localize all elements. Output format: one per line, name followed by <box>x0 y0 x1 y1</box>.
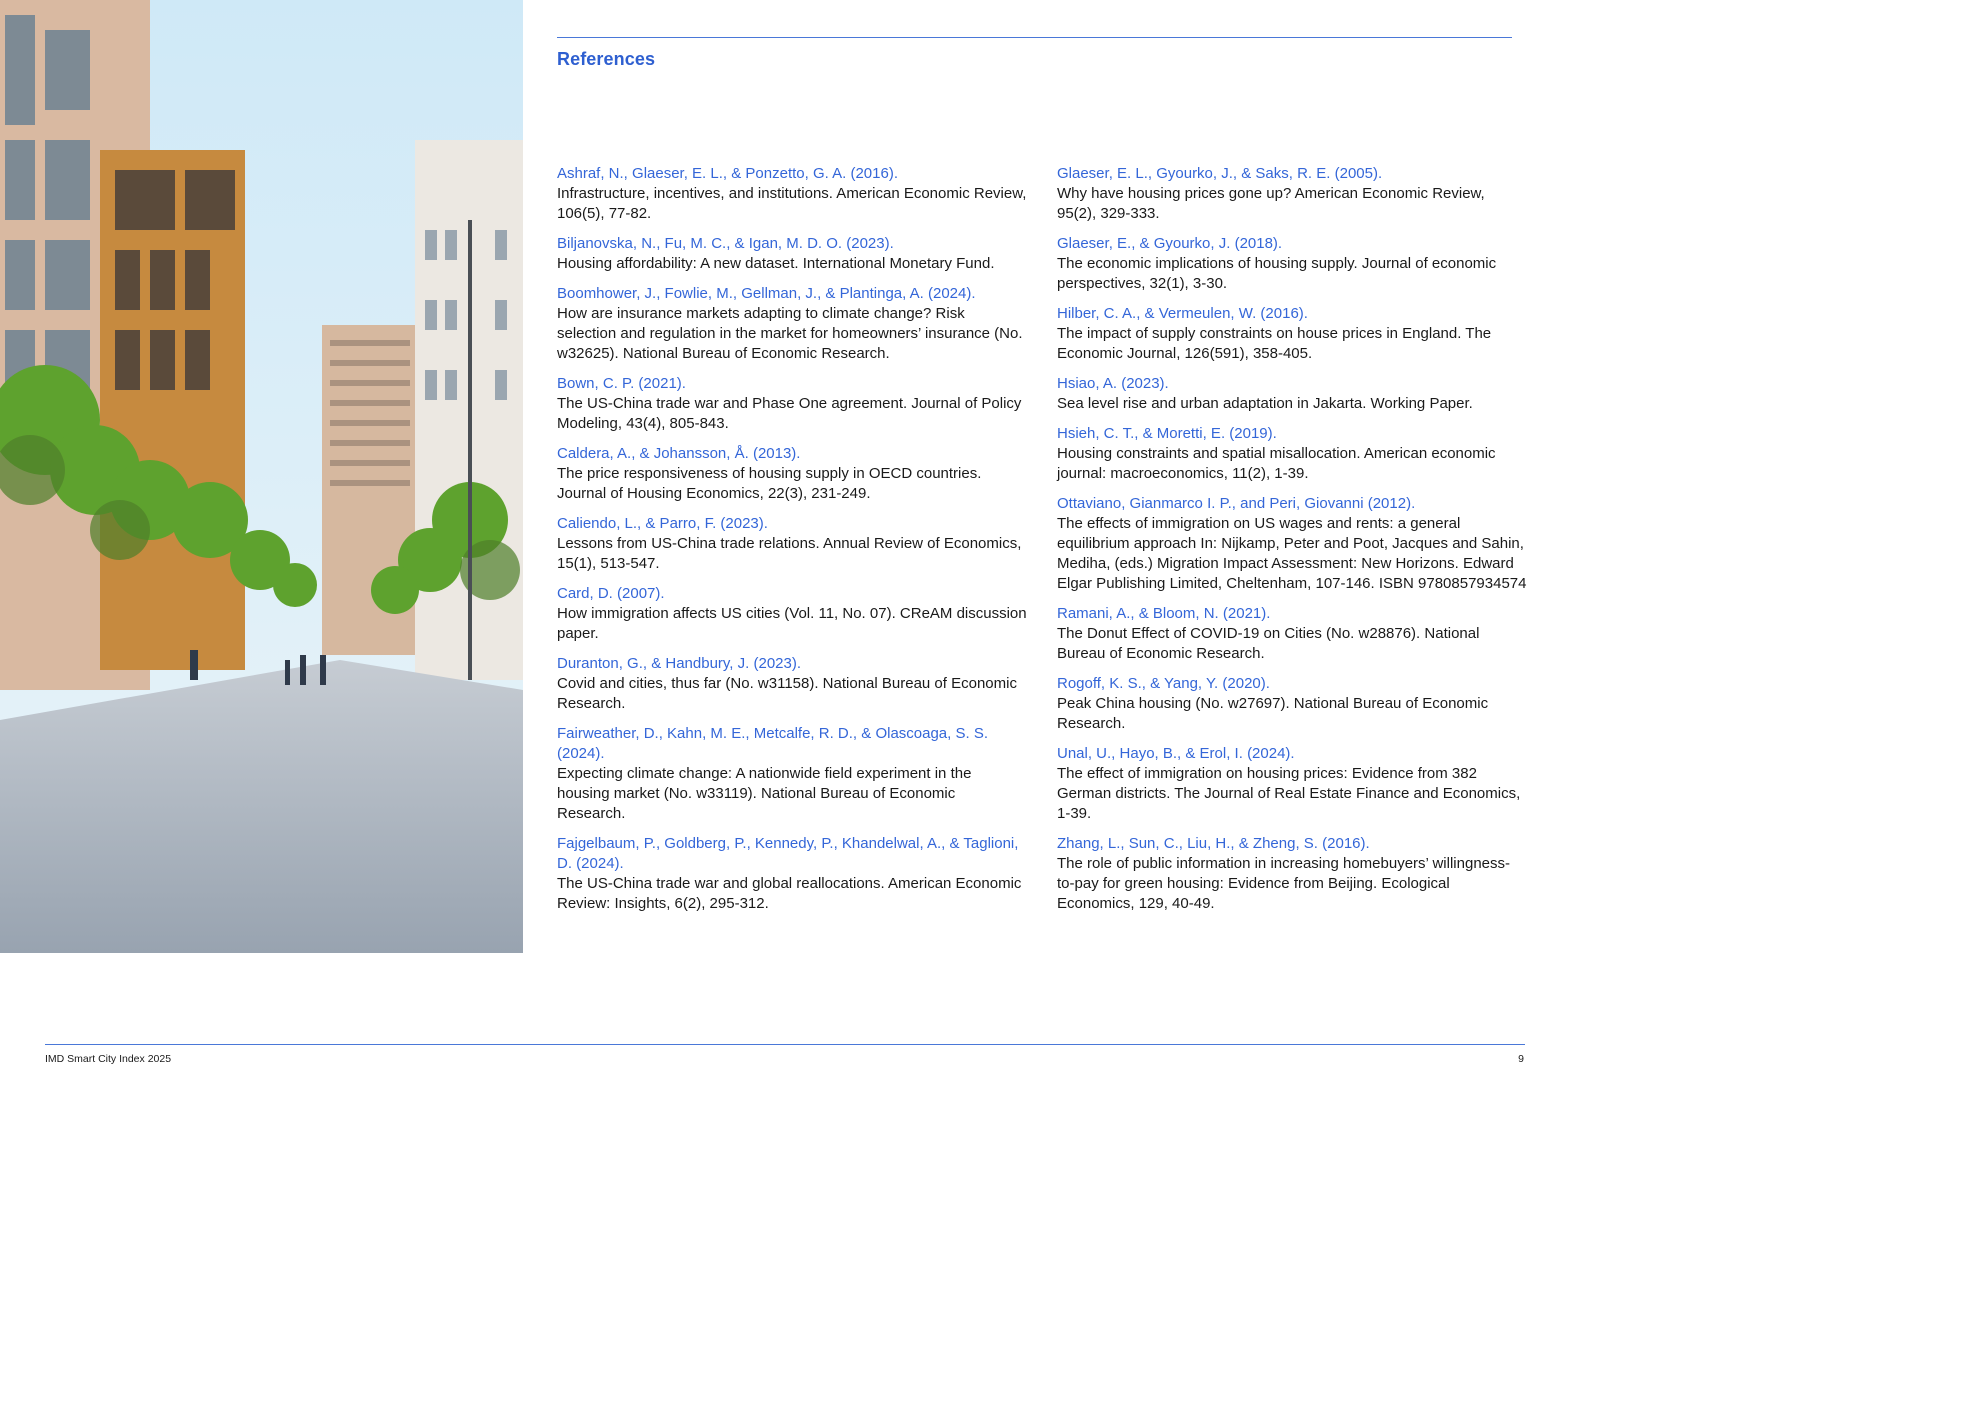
reference-entry <box>557 284 1027 364</box>
reference-body: Covid and cities, thus far (No. w31158). National Bureau of Economic Research. <box>557 675 1017 712</box>
street-scene-illustration <box>0 0 523 953</box>
reference-entry <box>557 234 1027 274</box>
reference-entry <box>557 834 1027 914</box>
reference-body: Peak China housing (No. w27697). National Bureau of Economic Research. <box>1057 695 1489 732</box>
reference-authors: Hsiao, A. (2023). <box>1057 375 1169 392</box>
top-rule <box>557 37 1512 38</box>
reference-body: How immigration affects US cities (Vol. 11, No. 07). CReAM discussion paper. <box>557 605 1027 642</box>
reference-entry <box>1057 304 1527 364</box>
reference-body: Housing affordability: A new dataset. International Monetary Fund. <box>557 255 995 272</box>
reference-entry <box>557 514 1027 574</box>
reference-authors: Boomhower, J., Fowlie, M., Gellman, J., & Plantinga, A. (2024). <box>557 285 976 302</box>
reference-authors: Ashraf, N., Glaeser, E. L., & Ponzetto, G. A. (2016). <box>557 165 898 182</box>
page-number: 9 <box>1518 1053 1524 1065</box>
reference-body: The Donut Effect of COVID-19 on Cities (No. w28876). National Bureau of Economic Research. <box>1057 625 1480 662</box>
references-left-column <box>557 164 1027 924</box>
reference-authors: Caliendo, L., & Parro, F. (2023). <box>557 515 768 532</box>
reference-body: Expecting climate change: A nationwide field experiment in the housing market (No. w33119). National Bureau of Economic Research. <box>557 765 972 822</box>
reference-entry <box>1057 424 1527 484</box>
reference-entry <box>1057 744 1527 824</box>
reference-body: Why have housing prices gone up? American Economic Review, 95(2), 329-333. <box>1057 185 1485 222</box>
page-title: References <box>557 49 656 69</box>
reference-body: The impact of supply constraints on house prices in England. The Economic Journal, 126(591), 358-405. <box>1057 325 1492 362</box>
reference-authors: Unal, U., Hayo, B., & Erol, I. (2024). <box>1057 745 1295 762</box>
reference-authors: Caldera, A., & Johansson, Å. (2013). <box>557 445 801 462</box>
reference-entry <box>557 444 1027 504</box>
reference-entry <box>1057 494 1527 594</box>
reference-authors: Rogoff, K. S., & Yang, Y. (2020). <box>1057 675 1270 692</box>
reference-entry <box>557 584 1027 644</box>
reference-entry <box>557 374 1027 434</box>
reference-authors: Bown, C. P. (2021). <box>557 375 686 392</box>
reference-body: Lessons from US-China trade relations. Annual Review of Economics, 15(1), 513-547. <box>557 535 1022 572</box>
reference-authors: Duranton, G., & Handbury, J. (2023). <box>557 655 802 672</box>
reference-authors: Glaeser, E., & Gyourko, J. (2018). <box>1057 235 1283 252</box>
reference-body: The role of public information in increasing homebuyers’ willingness-to-pay for green housing: Evidence from Beijing. Ecological Economics, 129, 40-49. <box>1057 855 1510 912</box>
reference-entry <box>1057 834 1527 914</box>
reference-body: How are insurance markets adapting to climate change? Risk selection and regulation in the market for homeowners’ insurance (No. w32625). National Bureau of Economic Research. <box>557 305 1023 362</box>
reference-authors: Hsieh, C. T., & Moretti, E. (2019). <box>1057 425 1277 442</box>
reference-authors: Ottaviano, Gianmarco I. P., and Peri, Giovanni (2012). <box>1057 495 1416 512</box>
reference-authors: Card, D. (2007). <box>557 585 665 602</box>
reference-entry <box>557 724 1027 824</box>
reference-body: Housing constraints and spatial misallocation. American economic journal: macroeconomics, 11(2), 1-39. <box>1057 445 1496 482</box>
reference-authors: Fairweather, D., Kahn, M. E., Metcalfe, R. D., & Olascoaga, S. S. (2024). <box>557 725 989 762</box>
reference-body: The US-China trade war and global reallocations. American Economic Review: Insights, 6(2), 295-312. <box>557 875 1022 912</box>
reference-body: The price responsiveness of housing supply in OECD countries. Journal of Housing Economics, 22(3), 231-249. <box>557 465 982 502</box>
reference-authors: Biljanovska, N., Fu, M. C., & Igan, M. D. O. (2023). <box>557 235 894 252</box>
reference-body: The US-China trade war and Phase One agreement. Journal of Policy Modeling, 43(4), 805-843. <box>557 395 1022 432</box>
reference-entry <box>557 654 1027 714</box>
reference-entry <box>557 164 1027 224</box>
references-right-column <box>1057 164 1527 924</box>
reference-body: The effect of immigration on housing prices: Evidence from 382 German districts. The Journal of Real Estate Finance and Economics, 1-39. <box>1057 765 1521 822</box>
reference-body: The effects of immigration on US wages and rents: a general equilibrium approach In: Nijkamp, Peter and Poot, Jacques and Sahin, Mediha, (eds.) Migration Impact Assessment: New Horizons. Edward Elgar Publishing Limited, Cheltenham, 107-146. ISBN 9780857934574 <box>1057 515 1527 592</box>
city-street-photo <box>0 0 523 953</box>
reference-entry <box>1057 674 1527 734</box>
bottom-rule <box>45 1044 1525 1045</box>
reference-body: Sea level rise and urban adaptation in Jakarta. Working Paper. <box>1057 395 1473 412</box>
reference-entry <box>1057 164 1527 224</box>
reference-authors: Fajgelbaum, P., Goldberg, P., Kennedy, P., Khandelwal, A., & Taglioni, D. (2024). <box>557 835 1019 872</box>
footer-publication-title: IMD Smart City Index 2025 <box>45 1053 172 1065</box>
reference-entry <box>1057 374 1527 414</box>
reference-authors: Zhang, L., Sun, C., Liu, H., & Zheng, S. (2016). <box>1057 835 1370 852</box>
reference-body: Infrastructure, incentives, and institutions. American Economic Review, 106(5), 77-82. <box>557 185 1027 222</box>
reference-entry <box>1057 234 1527 294</box>
reference-authors: Ramani, A., & Bloom, N. (2021). <box>1057 605 1271 622</box>
reference-body: The economic implications of housing supply. Journal of economic perspectives, 32(1), 3-30. <box>1057 255 1497 292</box>
reference-authors: Glaeser, E. L., Gyourko, J., & Saks, R. E. (2005). <box>1057 165 1383 182</box>
reference-authors: Hilber, C. A., & Vermeulen, W. (2016). <box>1057 305 1308 322</box>
reference-entry <box>1057 604 1527 664</box>
